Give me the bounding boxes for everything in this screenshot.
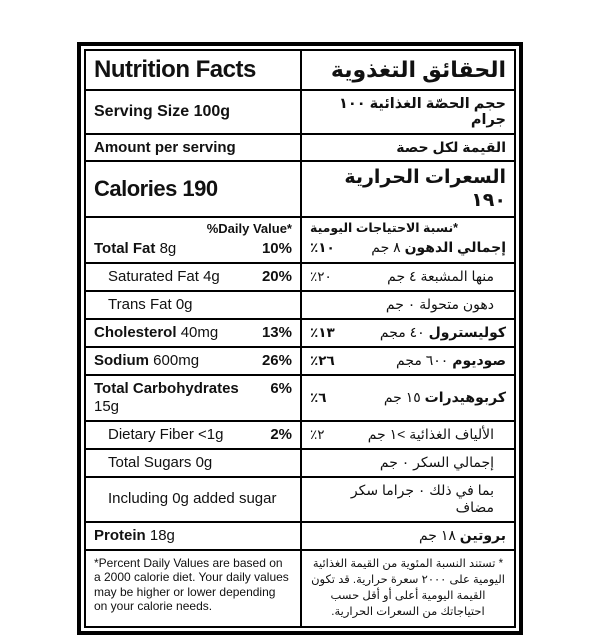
nutrient-qty-ar: ٦٠٠ مجم (396, 352, 449, 369)
calories-ar: السعرات الحرارية ١٩٠ (300, 162, 514, 216)
daily-value-cell-en (86, 218, 300, 262)
serving-size-ar: حجم الحصّة الغذائية ١٠٠ جرام (300, 91, 514, 133)
daily-value-percent-en: 6% (270, 379, 292, 397)
nutrient-cell-en (86, 523, 300, 549)
nutrient-cell-ar (300, 422, 514, 448)
nutrient-cell-ar (300, 348, 514, 374)
daily-value-percent-ar: ٪٢٦ (310, 353, 335, 369)
nutrient-cell-en (86, 422, 300, 448)
daily-value-percent-en: 13% (261, 323, 292, 341)
nutrient-row (86, 478, 514, 523)
amount-per-serving-row (86, 135, 514, 162)
daily-value-percent-ar: ٪١٠ (310, 240, 335, 256)
nutrient-cell-en (86, 478, 300, 521)
daily-value-header-ar: *نسبة الاحتياجات اليومية (310, 221, 459, 236)
nutrient-name-ar: دهون متحولة (419, 296, 494, 313)
nutrient-name-en: Cholesterol (94, 323, 177, 341)
nutrient-cell-en (86, 348, 300, 374)
nutrient-row (86, 292, 514, 320)
title-ar: الحقائق التغذوية (300, 51, 514, 89)
daily-value-percent-ar: ٪٢ (310, 427, 325, 443)
nutrient-cell-en (86, 292, 300, 318)
nutrient-row (86, 523, 514, 551)
nutrient-name-en: Including 0g added sugar (108, 490, 277, 508)
calories-row (86, 162, 514, 218)
nutrient-row (86, 320, 514, 348)
nutrient-qty-ar: ٠ جم (379, 454, 410, 471)
daily-value-percent-en: 20% (261, 267, 292, 285)
nutrient-row (86, 264, 514, 292)
nutrient-row (86, 450, 514, 478)
nutrient-qty-en: 8g (159, 239, 177, 257)
nutrient-name-en: Dietary Fiber (108, 425, 194, 443)
nutrient-name-ar: صوديوم (452, 352, 506, 369)
daily-value-percent-ar: ٪١٣ (310, 325, 335, 341)
nutrient-qty-ar: ٤٠ مجم (379, 324, 425, 341)
nutrient-name-ar: منها المشبعة (420, 268, 494, 285)
nutrient-row (86, 376, 514, 422)
serving-size-row (86, 91, 514, 135)
nutrient-line-total-fat-en (94, 240, 292, 258)
daily-value-percent-en: 10% (261, 239, 292, 257)
nutrient-cell-ar (300, 264, 514, 290)
nutrient-rows (86, 264, 514, 551)
nutrient-row (86, 348, 514, 376)
nutrient-qty-en: 0g (195, 453, 213, 471)
nutrient-qty-en: 15g (94, 397, 120, 415)
nutrient-name-ar: كربوهيدرات (424, 389, 506, 406)
nutrient-qty-en: <1g (198, 425, 224, 443)
daily-value-percent-en: 26% (261, 351, 292, 369)
amount-per-serving-en: Amount per serving (94, 139, 236, 157)
nutrient-qty-ar: ٨ جم (371, 239, 401, 256)
nutrition-facts-label (77, 42, 523, 635)
nutrient-cell-ar (300, 292, 514, 318)
nutrient-qty-en: 18g (149, 526, 175, 544)
nutrient-name-en: Trans Fat (108, 295, 172, 313)
nutrient-name-ar: الألياف الغذائية (409, 426, 494, 443)
nutrient-name-ar: بروتين (459, 527, 506, 544)
daily-value-header-en: %Daily Value* (206, 221, 292, 237)
nutrient-cell-en (86, 320, 300, 346)
nutrient-cell-ar (300, 450, 514, 476)
nutrient-name-en: Total Fat (94, 239, 156, 257)
nutrient-row (86, 422, 514, 450)
nutrient-qty-en: 40mg (180, 323, 219, 341)
nutrient-name-en: Total Sugars (108, 453, 192, 471)
daily-value-percent-ar: ٪٢٠ (310, 269, 332, 285)
nutrient-name-ar: إجمالي السكر (413, 454, 494, 471)
daily-value-and-total-fat-row (86, 218, 514, 264)
nutrient-name-en: Saturated Fat (108, 267, 199, 285)
footnote-en: *Percent Daily Values are based on a 2000 calorie diet. Your daily values may be higher or lower depending on your calorie needs. (94, 555, 289, 614)
nutrient-qty-ar: ١٨ جم (418, 527, 456, 544)
nutrient-name-ar: كوليسترول (428, 324, 506, 341)
daily-value-percent-ar: ٪٦ (310, 390, 327, 406)
nutrient-qty-ar: ٠ جم (385, 296, 416, 313)
nutrient-name-en: Protein (94, 526, 146, 544)
daily-value-cell-ar (300, 218, 514, 262)
nutrient-cell-ar (300, 376, 514, 420)
nutrient-qty-en: 0g (175, 295, 193, 313)
nutrient-name-en: Total Carbohydrates (94, 379, 239, 397)
nutrient-cell-en (86, 376, 300, 420)
nutrient-qty-ar: >١ جم (367, 426, 406, 443)
footnote-row (86, 551, 514, 626)
nutrient-cell-en (86, 264, 300, 290)
nutrient-qty-ar: ٤ جم (387, 268, 417, 285)
nutrient-cell-ar (300, 478, 514, 521)
title-en: Nutrition Facts (94, 56, 256, 83)
amount-per-serving-ar: القيمة لكل حصة (300, 135, 514, 160)
nutrient-qty-en: 4g (203, 267, 220, 285)
nutrient-name-ar: إجمالي الدهون (404, 239, 506, 256)
footnote-ar: * تستند النسبة المئوية من القيمة الغذائية اليومية على ٢٠٠٠ سعرة حرارية. قد تكون القيمة اليومية أعلى أو أقل حسب احتياجاتك من السعرات الحرارية. (300, 551, 514, 626)
nutrient-cell-ar (300, 320, 514, 346)
nutrient-cell-ar (300, 523, 514, 549)
title-row (86, 51, 514, 91)
daily-value-percent-en: 2% (270, 425, 292, 443)
calories-en: Calories 190 (94, 176, 218, 202)
label-inner-frame (84, 49, 516, 628)
serving-size-en: Serving Size 100g (94, 103, 231, 121)
nutrient-qty-en: 600mg (153, 351, 200, 369)
nutrient-line-total-fat-ar (310, 239, 506, 257)
nutrient-name-ar: بما في ذلك ٠ جراما سكر مضاف (350, 481, 494, 516)
nutrient-qty-ar: ١٥ جم (383, 389, 421, 406)
nutrient-name-en: Sodium (94, 351, 149, 369)
nutrient-cell-en (86, 450, 300, 476)
